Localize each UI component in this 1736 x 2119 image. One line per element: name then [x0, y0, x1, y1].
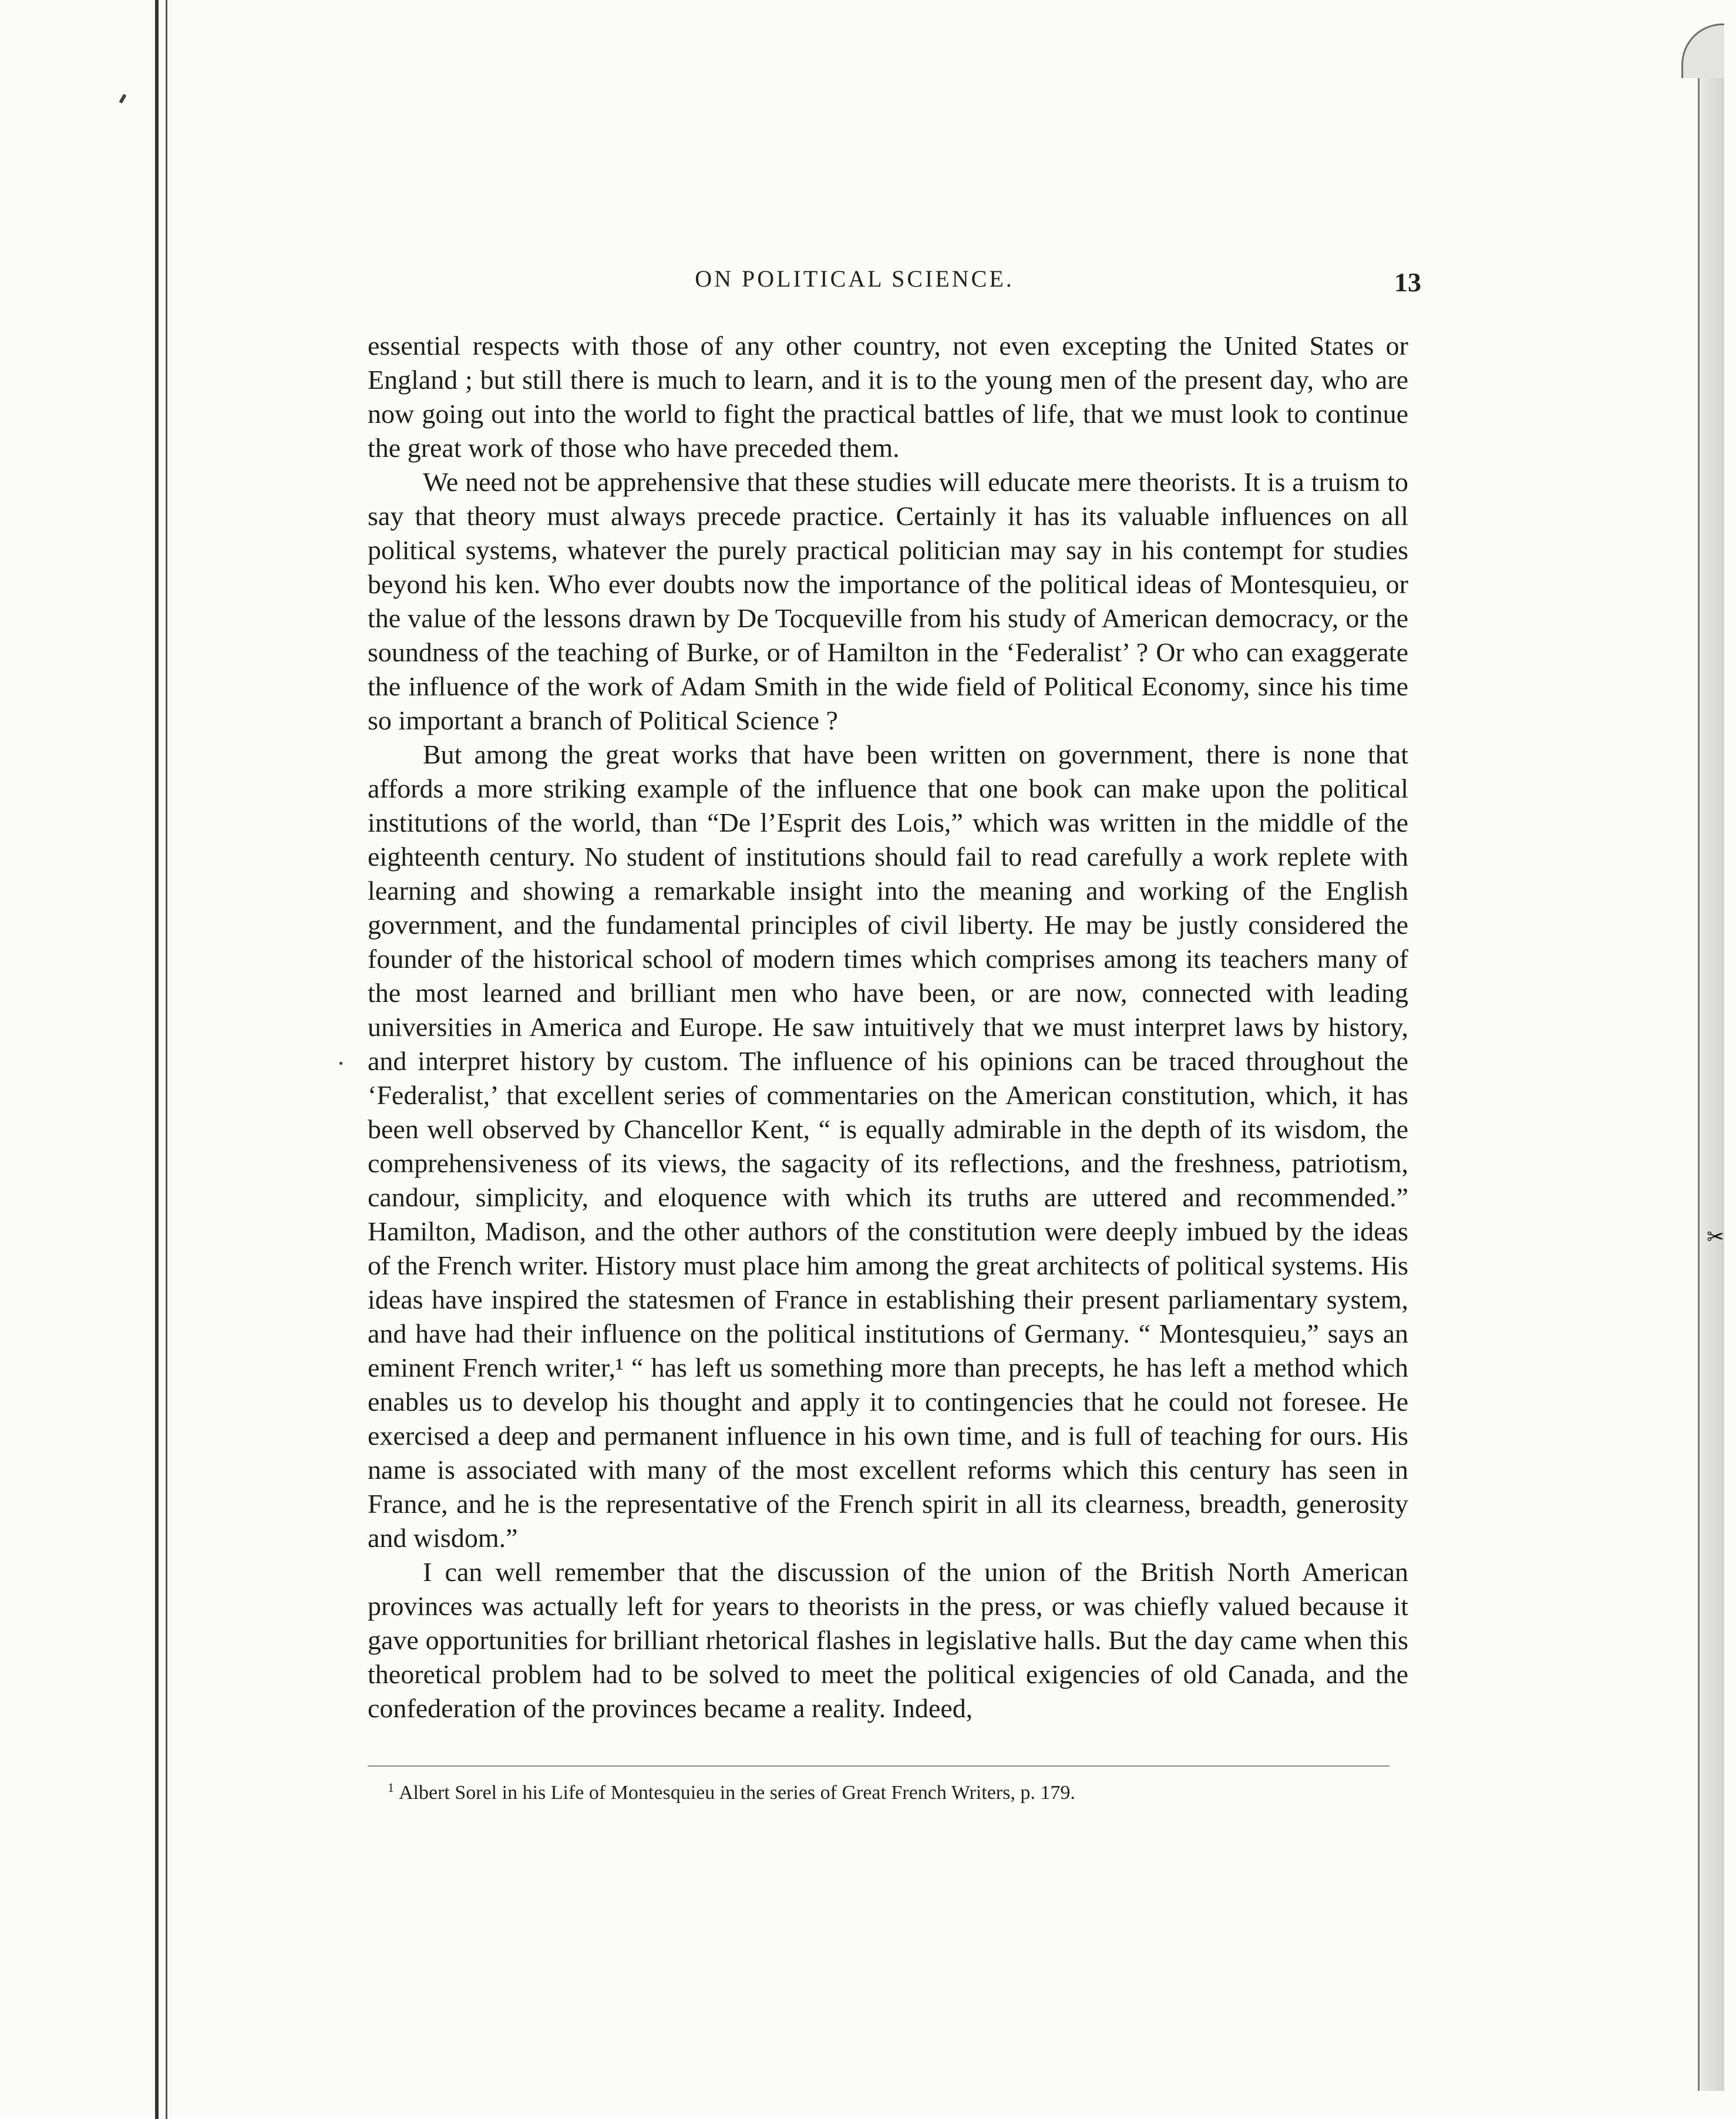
paragraph: I can well remember that the discussion of the union of the British North American provinces was actually left for years to theorists in the press, or was chiefly valued because it gave opportunities for brilliant rhetorical flashes in legislative halls. But the day came when this theoretical problem had to be solved to meet the political exigencies of old Canada, and the confederation of the provinces became a reality. Indeed, [368, 1557, 1408, 1723]
left-gutter-line-inner [166, 0, 167, 2119]
paragraph: But among the great works that have been written on government, there is none that affords a more striking example of the influence that one book can make upon the political institutions of the world, than “De l’Esprit des Lois,” which was written in the middle of the eighteenth century. No student of institutions should fail to read carefully a work replete with learning and showing a remarkable insight into the meaning and working of the English government, and the fundamental principles of civil liberty. He may be justly considered the founder of the historical school of modern times which comprises among its teachers many of the most learned and brilliant men who have been, or are now, connected with leading universities in America and Europe. He saw intuitively that we must interpret laws by history, and interpret history by custom. The influence of his opinions can be traced throughout the ‘Federalist,’ that excellent series of commentaries on the American constitution, which, it has been well observed by Chancellor Kent, “ is equally admirable in the depth of its wisdom, the comprehensiveness of its views, the sagacity of its reflections, and the freshness, patriotism, candour, simplicity, and eloquence with which its truths are uttered and recommended.” Hamilton, Madison, and the other authors of the constitution were deeply imbued by the ideas of the French writer. History must place him among the great architects of political systems. His ideas have inspired the statesmen of France in establishing their present parliamentary system, and have had their influence on the political institutions of Germany. “ Montesquieu,” says an eminent French writer,¹ “ has left us something more than precepts, he has left a method which enables us to develop his thought and apply it to contingencies that he could not foresee. He exercised a deep and permanent influence in his own time, and is full of teaching for ours. His name is associated with many of the most excellent reforms which this century has seen in France, and he is the representative of the French spirit in all its clearness, breadth, generosity and wisdom.” [368, 739, 1408, 1553]
page-number: 13 [1394, 267, 1421, 297]
paragraph: essential respects with those of any other country, not even excepting the United States or England ; but still there is much to learn, and it is to the young men of the present day, who are now going out into the world to fight the practical battles of life, that we must look to continue the great work of those who have preceded them. [368, 331, 1408, 463]
page-edge [1698, 23, 1724, 2091]
footnote-text: Albert Sorel in his Life of Montesquieu in the series of Great French Writers, p. 179. [399, 1782, 1075, 1804]
footnote-marker: 1 [388, 1780, 394, 1795]
scan-speck [119, 94, 126, 104]
footnote [388, 1780, 1409, 1807]
left-gutter-line [155, 0, 159, 2119]
page-corner-fold [1681, 23, 1724, 78]
scan-speck [339, 1062, 342, 1065]
footnote-divider [368, 1765, 1390, 1767]
running-head: ON POLITICAL SCIENCE. [695, 265, 1014, 292]
body-text [368, 329, 1408, 1726]
paragraph: We need not be apprehensive that these studies will educate mere theorists. It is a truism to say that theory must always precede practice. Certainly it has its valuable influences on all political systems, whatever the purely practical politician may say in his contempt for studies beyond his ken. Who ever doubts now the importance of the political ideas of Montesquieu, or the value of the lessons drawn by De Tocqueville from his study of American democracy, or the soundness of the teaching of Burke, or of Hamilton in the ‘Federalist’ ? Or who can exaggerate the influence of the work of Adam Smith in the wide field of Political Economy, since his time so important a branch of Political Science ? [368, 467, 1408, 735]
clip-mark-icon: ✂ [1707, 1225, 1725, 1249]
